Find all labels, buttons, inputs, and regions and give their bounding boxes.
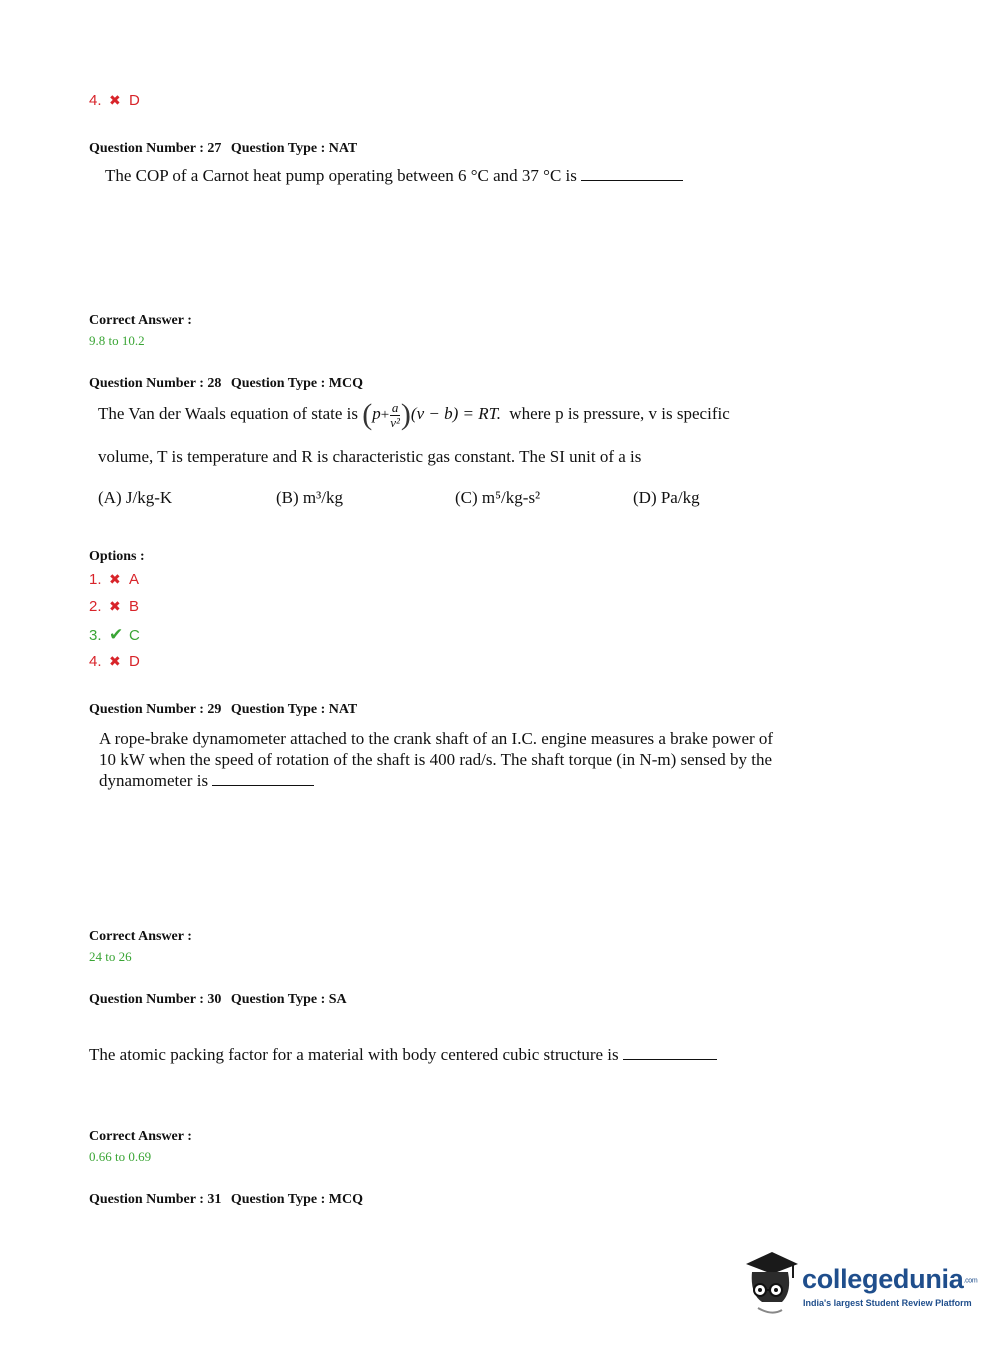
question-header	[89, 992, 347, 1008]
correct-answer-value: 24 to 26	[89, 949, 132, 964]
mascot-icon	[742, 1250, 802, 1316]
equation-rest: (v − b) = RT.	[410, 404, 502, 423]
logo-tagline: India's largest Student Review Platform	[803, 1298, 972, 1308]
correct-answer-value: 0.66 to 0.69	[89, 1149, 152, 1164]
question-number: Question Number : 30	[89, 992, 222, 1007]
question-header	[89, 1192, 363, 1208]
option-item: 4. ✖ D	[89, 653, 140, 670]
question-type: Question Type : MCQ	[230, 376, 363, 391]
option-label: D	[129, 92, 140, 109]
question-header	[89, 141, 357, 157]
correct-answer-label: Correct Answer :	[89, 1129, 192, 1144]
question-header	[89, 376, 363, 392]
mcq-choice-a: (A) J/kg-K	[98, 488, 173, 507]
option-item: 2. ✖ B	[89, 598, 140, 615]
answer-blank	[581, 180, 683, 181]
question-type: Question Type : NAT	[230, 141, 358, 156]
mcq-choice-d: (D) Pa/kg	[633, 488, 700, 507]
question-header	[89, 702, 357, 718]
correct-answer-value: 9.8 to 10.2	[89, 333, 145, 348]
option-item: 1. ✖ A	[89, 571, 140, 588]
question-type: Question Type : MCQ	[230, 1192, 363, 1207]
mcq-choice-b: (B) m³/kg	[276, 488, 343, 507]
question-number: Question Number : 31	[89, 1192, 222, 1207]
question-number: Question Number : 29	[89, 702, 222, 717]
question-type: Question Type : NAT	[230, 702, 358, 717]
option-item-correct: 3. ✔ C	[89, 625, 140, 644]
mcq-choice-c: (C) m⁵/kg-s²	[455, 488, 541, 507]
option-item	[89, 92, 140, 109]
answer-blank	[623, 1059, 717, 1060]
equation-fraction: $\frac{a}{\text{v²}}$	[390, 399, 400, 430]
correct-answer-label: Correct Answer :	[89, 929, 192, 944]
cross-icon: ✖	[109, 653, 121, 669]
option-number: 4.	[89, 92, 102, 109]
correct-answer-label: Correct Answer :	[89, 313, 192, 328]
cross-icon: ✖	[109, 598, 121, 614]
options-label: Options :	[89, 549, 145, 564]
question-text: The atomic packing factor for a material with body centered cubic structure is	[89, 1044, 717, 1065]
cross-icon: ✖	[109, 571, 121, 587]
question-type: Question Type : SA	[230, 992, 347, 1007]
checkmark-icon: ✔	[109, 625, 124, 644]
question-text-continued: volume, T is temperature and R is characteristic gas constant. The SI unit of a is	[98, 447, 642, 466]
logo-title: collegedunia	[802, 1264, 964, 1294]
question-text: The COP of a Carnot heat pump operating between 6 °C and 37 °C is	[105, 165, 683, 186]
cross-icon: ✖	[109, 92, 121, 108]
collegedunia-logo	[742, 1250, 978, 1320]
question-text: The Van der Waals equation of state is (p+ $\frac{a}{\text{v²}}$ )(v − b) = RT. where p is pressure, v is specific	[98, 398, 730, 432]
answer-blank	[212, 785, 314, 786]
question-number: Question Number : 28	[89, 376, 222, 391]
question-number: Question Number : 27	[89, 141, 222, 156]
logo-suffix: .com	[963, 1277, 978, 1285]
question-text: A rope-brake dynamometer attached to the crank shaft of an I.C. engine measures a brake power of 10 kW when the speed of rotation of the shaft is 400 rad/s. The shaft torque (in N-m) sensed by the dynamometer is	[99, 729, 774, 790]
